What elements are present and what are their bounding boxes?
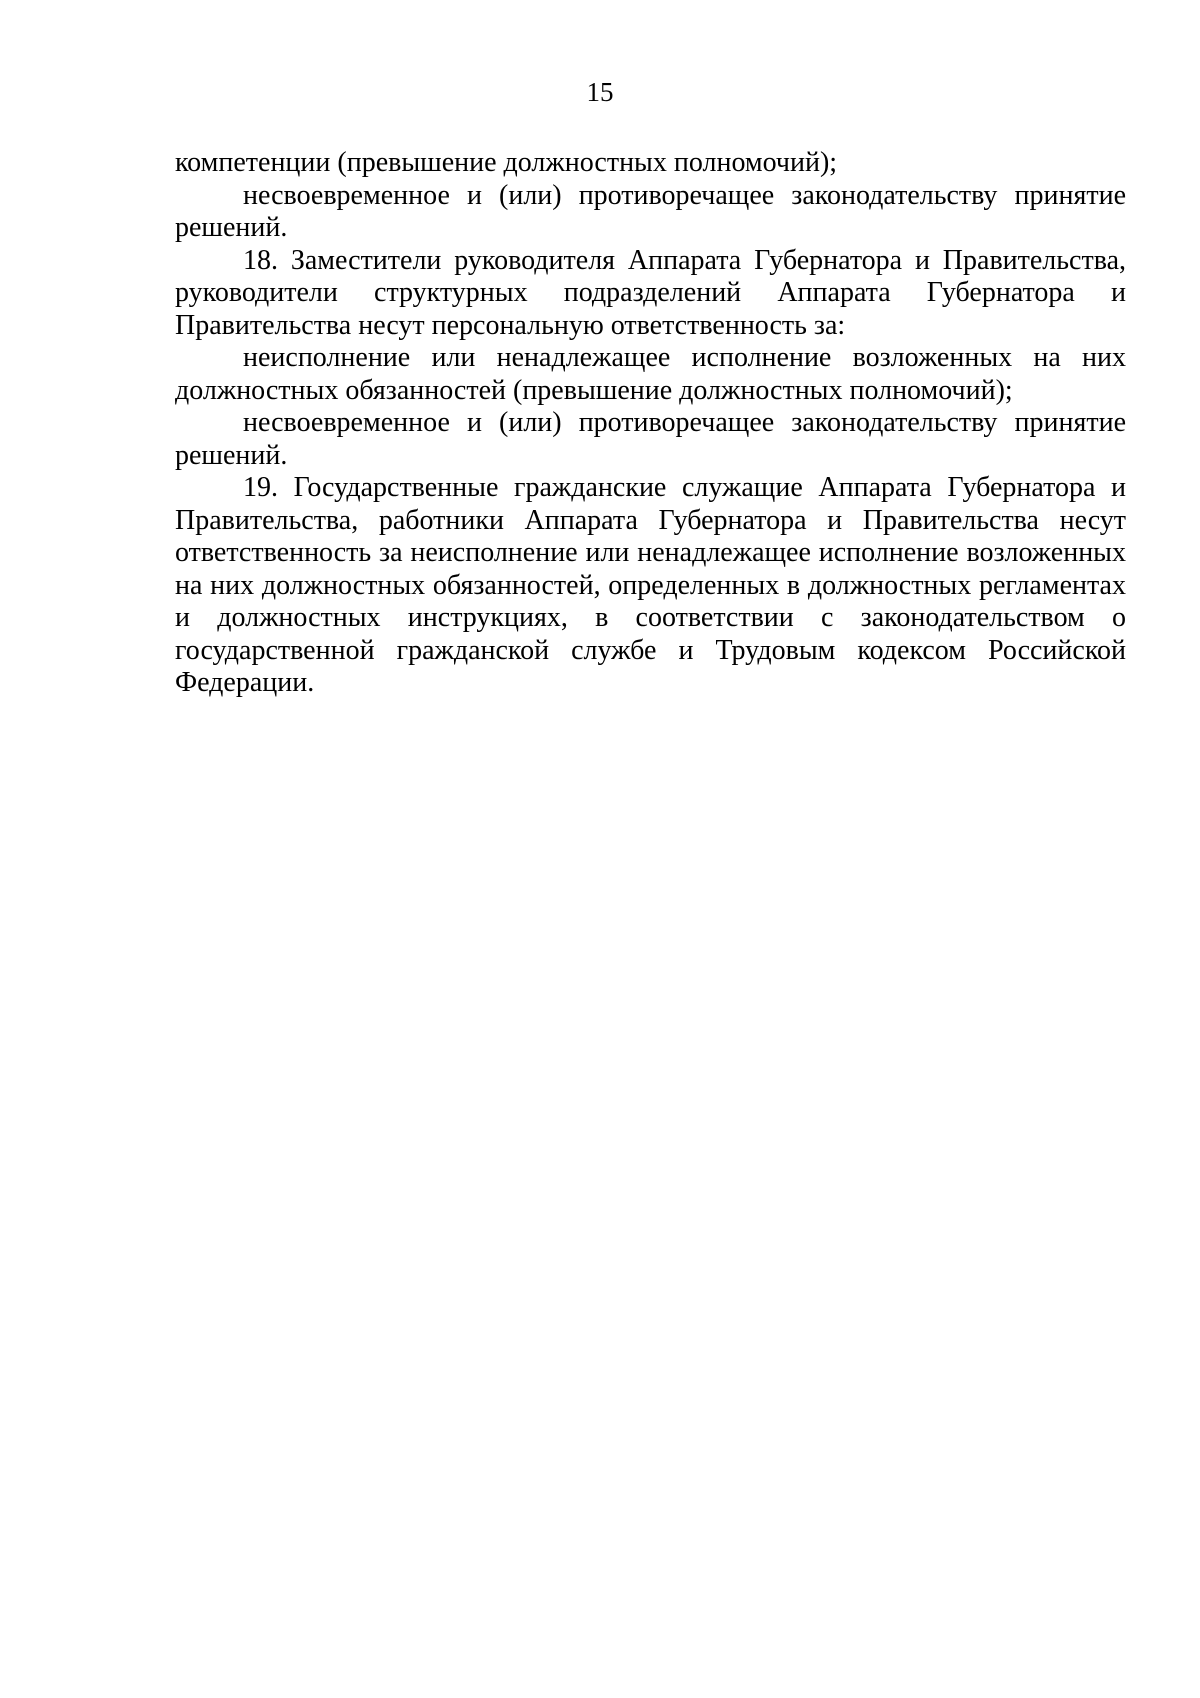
paragraph: несвоевременное и (или) противоречащее законодательству принятие решений. — [175, 179, 1126, 243]
paragraph: несвоевременное и (или) противоречащее законодательству принятие решений. — [175, 407, 1126, 471]
paragraph-continuation: компетенции (превышение должностных полномочий); — [175, 147, 838, 178]
paragraph-item-19: 19. Государственные гражданские служащие Аппарата Губернатора и Правительства, работники Аппарата Губернатора и Правительства несут ответственность за неисполнение или ненадлежащее исполнение возложенных на них должностных обязанностей, определенных в должностных регламентах и должностных инструкциях, в соответствии с законодательством о государственной гражданской службе и Трудовым кодексом Российской Федерации. — [175, 472, 1126, 698]
paragraph-item-18: 18. Заместители руководителя Аппарата Губернатора и Правительства, руководители структурных подразделений Аппарата Губернатора и Правительства несут персональную ответственность за: — [175, 244, 1126, 341]
paragraph: неисполнение или ненадлежащее исполнение возложенных на них должностных обязанностей (превышение должностных полномочий); — [175, 342, 1126, 406]
document-body — [175, 147, 1126, 700]
page-number: 15 — [586, 77, 614, 107]
